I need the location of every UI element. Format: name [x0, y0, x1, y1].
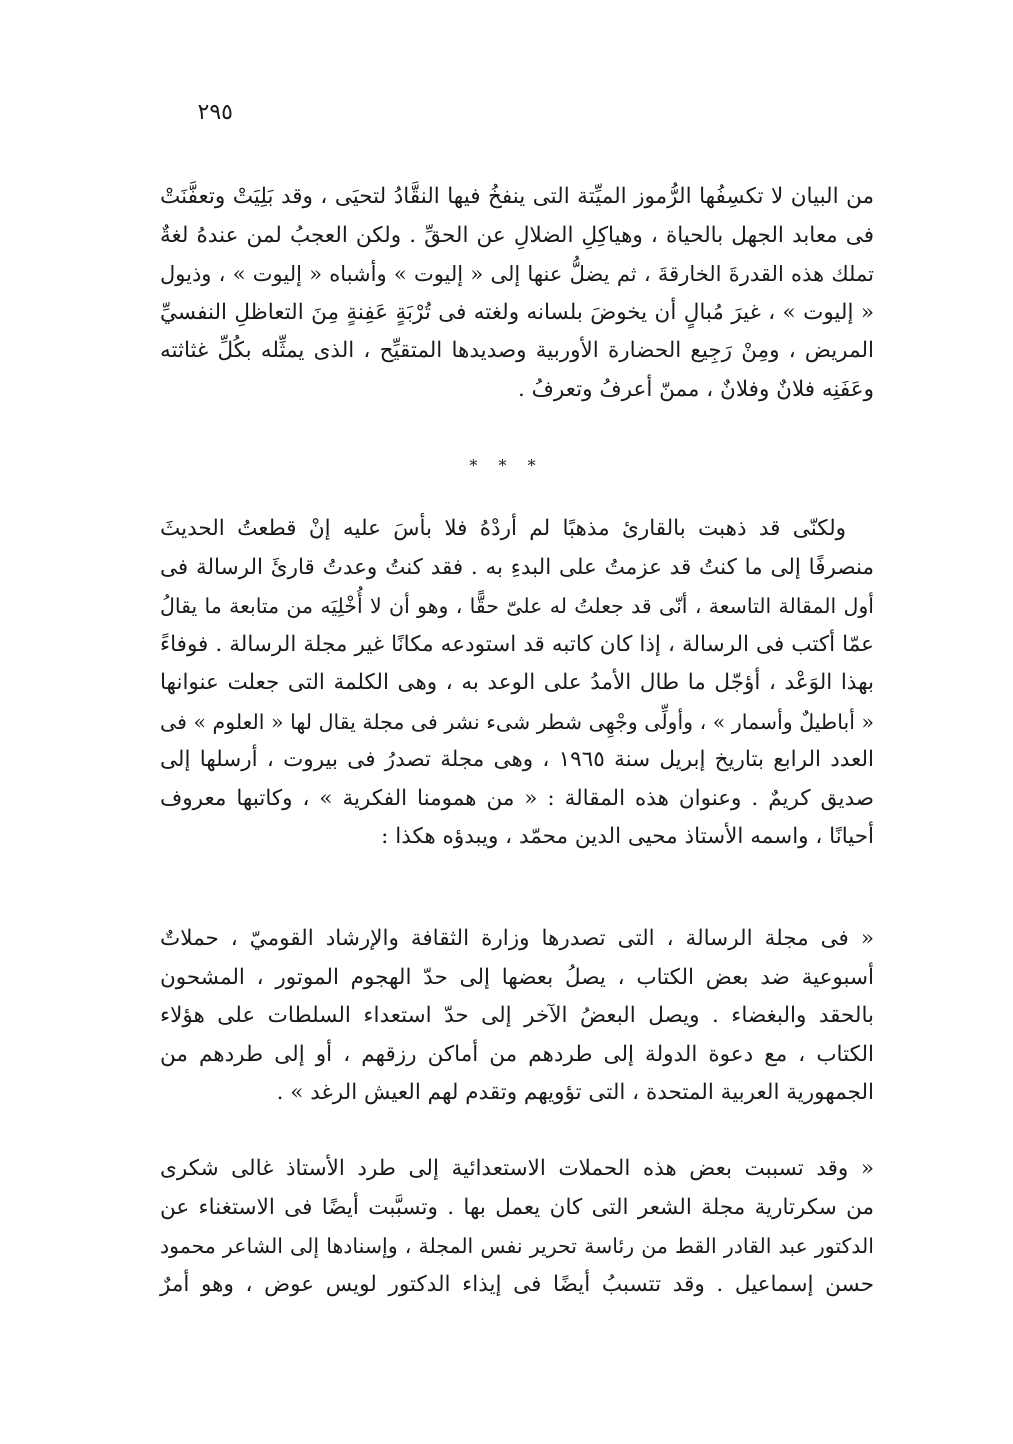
text-line: الجمهورية العربية المتحدة ، التى تؤويهم وتقدم لهم العيش الرغد » .	[276, 1080, 874, 1105]
page-number: ٢٩٥	[197, 100, 233, 125]
text-line: ولكنّى قد ذهبت بالقارئ مذهبًا لم أردْهُ فلا بأسَ عليه إنْ قطعتُ الحديثَ	[160, 516, 846, 541]
text-line: الدكتور عبد القادر القط من رئاسة تحرير نفس المجلة ، وإسنادها إلى الشاعر محمود	[160, 1234, 874, 1258]
text-line: من سكرتارية مجلة الشعر التى كان يعمل بها . وتسبَّبت أيضًا فى الاستغناء عن	[160, 1194, 874, 1220]
text-line: وعَفَنِه فلانٌ وفلانٌ ، ممنّ أعرفُ وتعرفُ .	[517, 376, 874, 402]
text-line: أول المقالة التاسعة ، أنّى قد جعلتُ له علىّ حقًّا ، وهو أن لا أُخْلِيَه من متابعة ما يقالُ	[160, 594, 874, 618]
text-line: تملك هذه القدرةَ الخارقةَ ، ثم يضلُّ عنها إلى « إليوت » وأشباه « إليوت » ، وذيول	[160, 262, 874, 286]
text-line: بالحقد والبغضاء . ويصل البعضُ الآخر إلى حدّ استعداء السلطات على هؤلاء	[160, 1003, 874, 1028]
text-line: أحيانًا ، واسمه الأستاذ محيى الدين محمّد ، ويبدؤه هكذا :	[381, 824, 874, 849]
text-line: أسبوعية ضد بعض الكتاب ، يصلُ بعضها إلى حدّ الهجوم الموتور ، المشحون	[160, 964, 874, 990]
quote-paragraph-1	[160, 920, 874, 1113]
text-line: الكتاب ، مع دعوة الدولة إلى طردهم من أماكن رزقهم ، أو إلى طردهم من	[160, 1041, 874, 1067]
text-line: « أباطيلٌ وأسمار » ، وأولِّى وجْهِى شطر شىء نشر فى مجلة يقال لها « العلوم » فى	[160, 709, 874, 734]
text-line: فى معابد الجهل بالحياة ، وهياكِلِ الضلالِ عن الحقِّ . ولكن العجبُ لمن عندهُ لغةٌ	[160, 222, 874, 248]
text-line: عمّا أكتب فى الرسالة ، إذا كان كاتبه قد استودعه مكانًا غير مجلة الرسالة . فوفاءً	[160, 631, 874, 657]
text-line: « وقد تسببت بعض هذه الحملات الاستعدائية إلى طرد الأستاذ غالى شكرى	[160, 1156, 874, 1181]
text-line: حسن إسماعيل . وقد تتسببُ أيضًا فى إيذاء الدكتور لويس عوض ، وهو أمرٌ	[160, 1271, 874, 1297]
paragraph-1	[160, 178, 874, 409]
text-line: صديق كريمٌ . وعنوان هذه المقالة : « من همومنا الفكرية » ، وكاتبها معروف	[160, 785, 874, 811]
text-line: « فى مجلة الرسالة ، التى تصدرها وزارة الثقافة والإرشاد القوميّ ، حملاتٌ	[160, 926, 874, 951]
text-line: « إليوت » ، غيرَ مُبالٍ أن يخوضَ بلسانه ولغته فى تُرْبَةٍ عَفِنةٍ مِنَ التعاظلِ النفسيِّ	[160, 299, 874, 325]
text-line: العدد الرابع بتاريخ إبريل سنة ١٩٦٥ ، وهى مجلة تصدرُ فى بيروت ، أرسلها إلى	[160, 747, 874, 772]
text-line: بهذا الوَعْد ، أؤجّل ما طال الأمدُ على الوعد به ، وهى الكلمة التى جعلت عنوانها	[160, 670, 874, 695]
section-separator: * * *	[469, 456, 544, 475]
paragraph-2	[160, 510, 874, 857]
text-line: منصرفًا إلى ما كنتُ قد عزمتُ على البدءِ به . فقد كنتُ وعدتُ قارئَ الرسالة فى	[160, 554, 874, 580]
text-line: المريض ، ومِنْ رَجِيع الحضارة الأوربية وصديدها المتقيِّح ، الذى يمثِّله بكُلِّ غثاثته	[160, 338, 874, 363]
quote-paragraph-2	[160, 1150, 874, 1304]
text-line: من البيان لا تكسِفُها الرُّموز الميِّتة التى ينفخُ فيها النقَّادُ لتحيَى ، وقد بَلِيَتْ وتعفَّنَتْ	[160, 184, 874, 209]
